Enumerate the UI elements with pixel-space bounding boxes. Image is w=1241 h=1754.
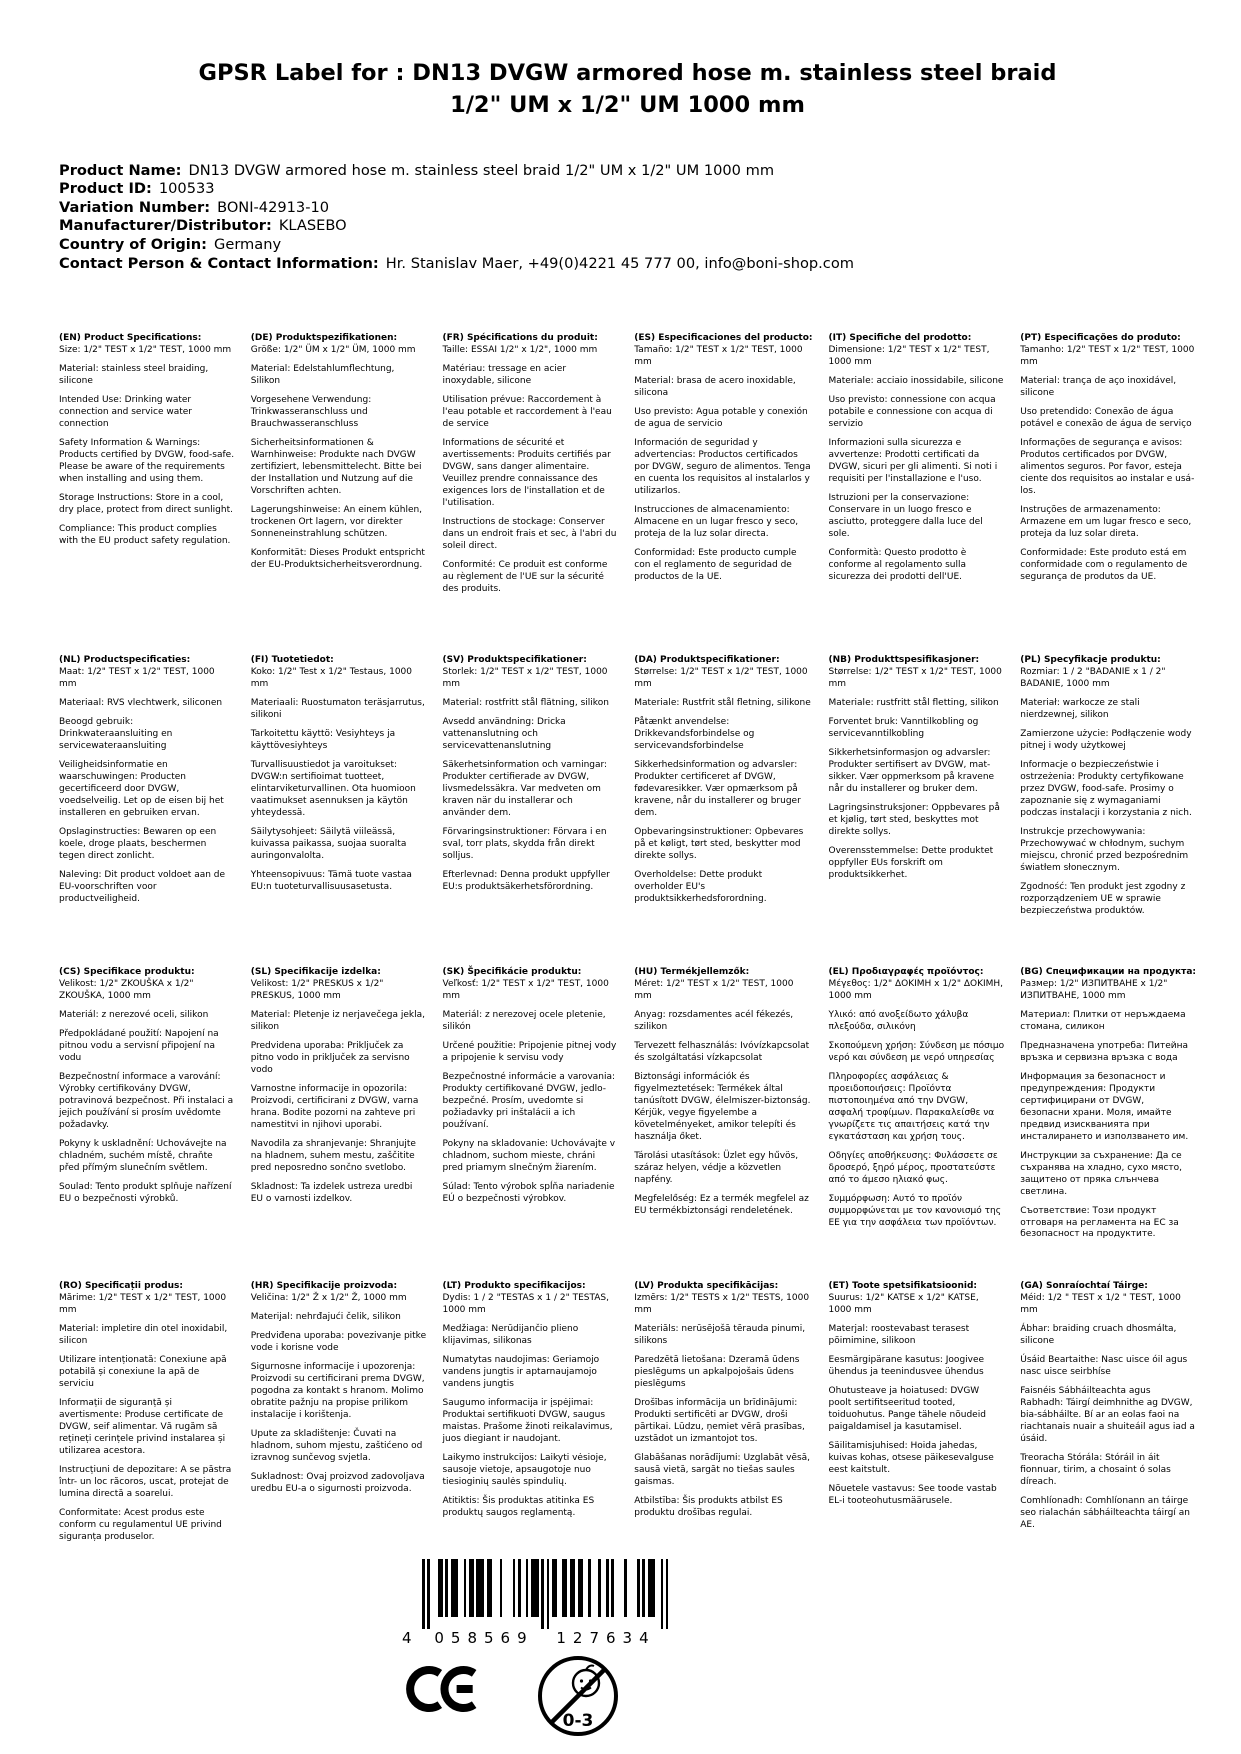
spec-paragraph: Megfelelőség: Ez a termék megfelel az EU termékbiztonsági rendeletének. (634, 1193, 809, 1216)
spec-paragraph: Информация за безопасност и предупреждения: Продукти сертифицирани от DVGW, безопасни храни. Моля, имайте предвид изискванията при инсталирането и използването им. (1020, 1071, 1189, 1142)
spec-paragraph: Soulad: Tento produkt splňuje nařízení EU o bezpečnosti výrobků. (59, 1181, 232, 1204)
spec-paragraph: Informazioni sulla sicurezza e avvertenze: Prodotti certificati da DVGW, sicuri per gli alimenti. Si noti i requisiti per l'installazione e l'uso. (828, 437, 998, 484)
variation-number-value: BONI-42913-10 (217, 198, 330, 216)
spec-block-title: (NB) Produkttspesifikasjoner: (828, 655, 980, 666)
barcode-prefix-digit: 4 (402, 1629, 412, 1648)
spec-paragraph: Comhlíonadh: Comhlíonann an táirge seo rialachán sábháilteachta táirgí an AE. (1020, 1495, 1190, 1530)
spec-paragraph: Overensstemmelse: Dette produktet oppfyller EUs forskrift om produktsikkerhet. (828, 845, 994, 880)
spec-block-body (59, 667, 235, 905)
spec-paragraph: Faisnéis Sábháilteachta agus Rabhadh: Táirgí deimhnithe ag DVGW, bia-sábháilte. Bí ar an eolas faoi na riachtanais nuair a shuiteáil agus iad a úsáid. (1020, 1385, 1195, 1444)
spec-block-body (443, 1293, 619, 1520)
spec-paragraph: Nõuetele vastavus: See toode vastab EL-i tooteohutusmäärusele. (828, 1483, 997, 1506)
spec-block-title: (PT) Especificações do produto: (1020, 333, 1181, 344)
spec-paragraph: Sigurnosne informacije i upozorenja: Proizvodi su certificirani prema DVGW, pogodna za kontakt s hranom. Molimo obratite pažnju na propise prilikom instalacije i korištenja. (250, 1361, 425, 1420)
spec-block-title: (RO) Specificații produs: (59, 1281, 183, 1292)
spec-block-fr (443, 333, 619, 655)
spec-block-body (443, 667, 619, 894)
barcode-right-digits: 127634 (556, 1629, 656, 1648)
age-warning-0-3-icon (534, 1650, 622, 1742)
spec-paragraph: Σκοπούμενη χρήση: Σύνδεση με πόσιμο νερό και σύνδεση με νερό υπηρεσίας (828, 1040, 1005, 1063)
spec-block-title: (DE) Produktspezifikationen: (250, 333, 398, 344)
product-id-row (59, 180, 1196, 199)
country-of-origin-label: Country of Origin: (59, 236, 208, 253)
spec-paragraph: Informații de siguranță și avertismente: Produse certificate de DVGW, seif alimentar. Vă rugăm să rețineți cerințele privind instalarea și utilizarea acestora. (59, 1397, 226, 1456)
spec-paragraph: Předpokládané použití: Napojení na pitnou vodu a servisní připojení na vodu (59, 1028, 219, 1063)
spec-paragraph: Atbilstība: Šis produkts atbilst ES produktu drošības regulai. (634, 1495, 783, 1518)
spec-paragraph: Glabāšanas norādījumi: Uzglabāt vēsā, sausā vietā, sargāt no tiešas saules gaismas. (634, 1452, 811, 1487)
spec-paragraph: Rozmiar: 1 / 2 "BADANIE x 1 / 2" BADANIE, 1000 mm (1020, 667, 1166, 689)
spec-block-body (829, 1293, 1005, 1508)
spec-block-da (634, 655, 812, 967)
spec-paragraph: Méret: 1/2" TEST x 1/2" TEST, 1000 mm (634, 979, 794, 1001)
spec-paragraph: Zamierzone użycie: Podłączenie wody pitnej i wody użytkowej (1020, 728, 1192, 751)
spec-paragraph: Materiaali: Ruostumaton teräsjarrutus, silikoni (250, 697, 425, 720)
spec-paragraph: Conformitate: Acest produs este conform cu regulamentul UE privind siguranța produselor. (59, 1507, 222, 1542)
spec-paragraph: Materiāls: nerūsējošā tērauda pinumi, silikons (634, 1323, 806, 1346)
spec-block-title: (IT) Specifiche del prodotto: (828, 333, 972, 344)
spec-block-title: (EN) Product Specifications: (59, 333, 202, 344)
spec-paragraph: Material: impletire din otel inoxidabil, silicon (59, 1323, 228, 1346)
spec-block-title: (LT) Produkto specifikacijos: (442, 1281, 586, 1292)
spec-block-hu (634, 967, 812, 1281)
spec-block-cs (59, 967, 235, 1281)
spec-paragraph: Utilisation prévue: Raccordement à l'eau potable et raccordement à l'eau de service (442, 394, 612, 429)
spec-paragraph: Ábhar: braiding cruach dhosmálta, silicone (1020, 1323, 1177, 1346)
ean-barcode (404, 1559, 669, 1646)
spec-paragraph: Určené použitie: Pripojenie pitnej vody a pripojenie k servisu vody (442, 1040, 617, 1063)
spec-paragraph: Veličina: 1/2" Ž x 1/2" Ž, 1000 mm (250, 1293, 407, 1304)
spec-block-fi (251, 655, 427, 967)
spec-block-title: (SL) Specifikacije izdelka: (250, 967, 381, 978)
spec-paragraph: Drošības informācija un brīdinājumi: Produkti sertificēti ar DVGW, droši pārtikai. Lūdzu, ņemiet vērā prasības, uzstādot un izmantojot tos. (634, 1397, 805, 1444)
contact-row (59, 255, 1196, 274)
spec-paragraph: Påtænkt anvendelse: Drikkevandsforbindelse og servicevandsforbindelse (634, 716, 755, 751)
spec-paragraph: Predviđena uporaba: povezivanje pitke vode i korisne vode (250, 1330, 427, 1353)
spec-block-body (634, 979, 812, 1217)
spec-paragraph: Säilitamisjuhised: Hoida jahedas, kuivas kohas, otsese päikesevalguse eest kaitstult. (828, 1440, 994, 1475)
spec-paragraph: Eesmärgipärane kasutus: Joogivee ühendus ja teenindusvee ühendus (828, 1354, 985, 1377)
manufacturer-row (59, 217, 1196, 236)
spec-block-body (1020, 345, 1196, 583)
spec-paragraph: Información de seguridad y advertencias: Productos certificados por DVGW, seguro de alimentos. Tenga en cuenta los requisitos al instalarlos y utilizarlos. (634, 437, 811, 496)
spec-block-body (829, 667, 1005, 882)
spec-block-lv (634, 1281, 812, 1543)
spec-paragraph: Beoogd gebruik: Drinkwateraansluiting en servicewateraansluiting (59, 716, 173, 751)
spec-paragraph: Compliance: This product complies with the EU product safety regulation. (59, 523, 231, 546)
spec-paragraph: Material: brasa de acero inoxidable, silicona (634, 375, 796, 398)
country-of-origin-value: Germany (214, 236, 282, 253)
spec-paragraph: Instructions de stockage: Conserver dans un endroit frais et sec, à l'abri du soleil direct. (442, 516, 617, 551)
spec-paragraph: Instrucțiuni de depozitare: A se păstra într- un loc răcoros, uscat, protejat de lumina directă a soarelui. (59, 1464, 232, 1499)
spec-block-title: (BG) Спецификации на продукта: (1020, 967, 1196, 978)
spec-paragraph: Informações de segurança e avisos: Produtos certificados por DVGW, alimentos seguros. Por favor, esteja ciente dos requisitos ao instalar e usá-los. (1020, 437, 1195, 496)
spec-paragraph: Ohutusteave ja hoiatused: DVGW poolt sertifitseeritud tooted, toiduohutus. Pange tähele nõudeid paigaldamisel ja kasutamisel. (828, 1385, 986, 1432)
spec-paragraph: Conformité: Ce produit est conforme au règlement de l'UE sur la sécurité des produits. (442, 559, 608, 594)
spec-paragraph: Material: trança de aço inoxidável, silicone (1020, 375, 1177, 398)
spec-paragraph: Overholdelse: Dette produkt overholder EU's produktsikkerhedsforordning. (634, 869, 767, 904)
spec-paragraph: Materiál: z nerezovej ocele pletenie, silikón (442, 1009, 606, 1032)
spec-block-body (634, 1293, 812, 1520)
country-of-origin-row (59, 236, 1196, 255)
spec-paragraph: Lagerungshinweise: An einem kühlen, trockenen Ort lagern, vor direkter Sonneneinstrahlung schützen. (250, 504, 423, 539)
spec-block-body (251, 1293, 427, 1496)
spec-paragraph: Material: rostfritt stål flätning, silikon (442, 697, 609, 708)
spec-block-title: (NL) Productspecificaties: (59, 655, 191, 666)
spec-paragraph: Sikkerhetsinformasjon og advarsler: Produkter sertifisert av DVGW, mat-sikker. Vær oppmerksom på kravene når du installerer og bruker dem. (828, 747, 995, 794)
variation-number-label: Variation Number: (59, 198, 211, 216)
spec-paragraph: Tárolási utasítások: Üzlet egy hűvös, száraz helyen, védje a közvetlen napfény. (634, 1150, 799, 1185)
product-info (59, 162, 1196, 273)
spec-paragraph: Upute za skladištenje: Čuvati na hladnom, suhom mjestu, zaštićeno od izravnog sunčevog svjetla. (250, 1428, 423, 1463)
spec-block-sl (251, 967, 427, 1281)
spec-paragraph: Safety Information & Warnings: Products certified by DVGW, food-safe. Please be aware of the requirements when installing and using them. (59, 437, 235, 484)
spec-paragraph: Størrelse: 1/2" TEST x 1/2" TEST, 1000 mm (634, 667, 808, 689)
spec-paragraph: Skladnost: Ta izdelek ustreza uredbi EU o varnosti izdelkov. (250, 1181, 413, 1204)
spec-paragraph: Material: Pletenje iz nerjavečega jekla, silikon (250, 1009, 425, 1032)
spec-paragraph: Uso previsto: connessione con acqua potabile e connessione con acqua di servizio (828, 394, 996, 429)
contact-value: Hr. Stanislav Maer, +49(0)4221 45 777 00, info@boni-shop.com (385, 254, 854, 272)
spec-block-body (443, 345, 619, 595)
spec-paragraph: Méid: 1/2 " TEST x 1/2 " TEST, 1000 mm (1020, 1293, 1181, 1315)
spec-paragraph: Sicherheitsinformationen & Warnhinweise: Produkte nach DVGW zertifiziert, lebensmittelecht. Bitte bei der Installation und Nutzung auf die Vorschriften achten. (250, 437, 422, 496)
spec-paragraph: Størrelse: 1/2" TEST x 1/2" TEST, 1000 mm (828, 667, 1002, 689)
language-specs-grid (59, 333, 1196, 1543)
spec-block-body (1020, 1293, 1196, 1531)
spec-paragraph: Matériau: tressage en acier inoxydable, silicone (442, 364, 567, 386)
spec-paragraph: Size: 1/2" TEST x 1/2" TEST, 1000 mm (59, 345, 232, 356)
spec-paragraph: Opslaginstructies: Bewaren op een koele, droge plaats, beschermen tegen direct zonlicht. (59, 826, 217, 861)
spec-paragraph: Материал: Плитки от неръждаема стомана, силикон (1020, 1009, 1186, 1032)
spec-paragraph: Materiale: acciaio inossidabile, silicone (828, 375, 1004, 386)
spec-paragraph: Förvaringsinstruktioner: Förvara i en sval, torr plats, skydda från direkt solljus. (442, 826, 607, 861)
spec-paragraph: Предназначена употреба: Питейна връзка и сервизна връзка с вода (1020, 1040, 1189, 1063)
spec-paragraph: Instruções de armazenamento: Armazene em um lugar fresco e seco, proteja da luz solar direta. (1020, 504, 1192, 539)
age-range-label: 0-3 (562, 1711, 594, 1732)
spec-paragraph: Tarkoitettu käyttö: Vesiyhteys ja käyttövesiyhteys (250, 728, 396, 751)
spec-paragraph: Utilizare intenționată: Conexiune apă potabilă și conexiune la apă de serviciu (59, 1354, 227, 1389)
spec-paragraph: Lagringsinstruksjoner: Oppbevares på et kjølig, tørt sted, beskyttes mot direkte sollys. (828, 802, 1000, 837)
spec-paragraph: Conformidade: Este produto está em conformidade com o regulamento de segurança de produtos da UE. (1020, 547, 1188, 582)
spec-paragraph: Instrucciones de almacenamiento: Almacene en un lugar fresco y seco, proteja de la luz solar directa. (634, 504, 799, 539)
spec-paragraph: Säkerhetsinformation och varningar: Produkter certifierade av DVGW, livsmedelssäkra. Var medveten om kraven när du installerar och använder dem. (442, 759, 608, 818)
spec-paragraph: Informacje o bezpieczeństwie i ostrzeżenia: Produkty certyfikowane przez DVGW, food-safe. Prosimy o zapoznanie się z wymaganiami podczas instalacji i korzystania z nich. (1020, 759, 1192, 818)
spec-block-hr (251, 1281, 427, 1543)
spec-paragraph: Anyag: rozsdamentes acél fékezés, szilikon (634, 1009, 794, 1032)
spec-paragraph: Съответствие: Този продукт отговаря на регламента на ЕС за безопасност на продуктите. (1020, 1205, 1179, 1240)
spec-block-body (59, 345, 235, 548)
spec-paragraph: Storage Instructions: Store in a cool, dry place, protect from direct sunlight. (59, 492, 233, 515)
spec-paragraph: Yhteensopivuus: Tämä tuote vastaa EU:n tuoteturvallisuusasetusta. (250, 869, 412, 892)
spec-paragraph: Efterlevnad: Denna produkt uppfyller EU:s produktsäkerhetsförordning. (442, 869, 610, 892)
spec-block-body (1020, 979, 1196, 1241)
spec-block-body (443, 979, 619, 1206)
spec-paragraph: Material: Edelstahlumflechtung, Silikon (250, 364, 395, 386)
spec-paragraph: Veľkosť: 1/2" TEST x 1/2" TEST, 1000 mm (442, 979, 609, 1001)
spec-block-body (59, 979, 235, 1206)
spec-block-title: (CS) Specifikace produktu: (59, 967, 195, 978)
spec-block-title: (FI) Tuotetiedot: (250, 655, 334, 666)
spec-paragraph: Storlek: 1/2" TEST x 1/2" TEST, 1000 mm (442, 667, 608, 689)
spec-block-title: (ET) Toote spetsifikatsioonid: (828, 1281, 978, 1292)
page-title: GPSR Label for : DN13 DVGW armored hose m. stainless steel braid 1/2" UM x 1/2" UM 1000 mm (198, 60, 1057, 118)
contact-label: Contact Person & Contact Information: (59, 254, 379, 272)
spec-paragraph: Размер: 1/2" ИЗПИТВАНЕ x 1/2" ИЗПИТВАНЕ, 1000 mm (1020, 979, 1168, 1001)
spec-block-body (251, 345, 427, 572)
spec-paragraph: Konformität: Dieses Produkt entspricht der EU-Produktsicherheitsverordnung. (250, 547, 425, 570)
spec-paragraph: Atitiktis: Šis produktas atitinka ES produktų saugos reglamentą. (442, 1495, 595, 1518)
spec-block-title: (SV) Produktspecifikationer: (442, 655, 587, 666)
spec-paragraph: Predvidena uporaba: Priključek za pitno vodo in priključek za servisno vodo (250, 1040, 410, 1075)
spec-paragraph: Saugumo informacija ir įspėjimai: Produktai sertifikuoti DVGW, saugus maistas. Prašome žinoti reikalavimus, juos diegiant ir naudojant. (442, 1397, 613, 1444)
spec-paragraph: Materiale: rustfritt stål fletting, silikon (828, 697, 999, 708)
spec-paragraph: Varnostne informacije in opozorila: Proizvodi, certificirani z DVGW, varna hrana. Bodite pozorni na zahteve pri namestitvi in njihovi uporabi. (250, 1083, 419, 1130)
spec-paragraph: Biztonsági információk és figyelmeztetések: Termékek által tanúsított DVGW, élelmiszer-biztonság. Kérjük, vegye figyelembe a követelményeket, amikor telepíti és használja őket. (634, 1071, 811, 1142)
spec-paragraph: Dydis: 1 / 2 "TESTAS x 1 / 2" TESTAS, 1000 mm (442, 1293, 610, 1315)
spec-paragraph: Opbevaringsinstruktioner: Opbevares på et køligt, tørt sted, beskytter mod direkte sollys. (634, 826, 804, 861)
spec-block-body (251, 979, 427, 1206)
spec-paragraph: Izmērs: 1/2" TESTS x 1/2" TESTS, 1000 mm (634, 1293, 810, 1315)
barcode-left-digits: 058569 (434, 1629, 534, 1648)
spec-paragraph: Avsedd användning: Dricka vattenanslutning och servicevattenanslutning (442, 716, 566, 751)
spec-block-es (634, 333, 812, 655)
spec-block-title: (FR) Spécifications du produit: (442, 333, 598, 344)
spec-paragraph: Naleving: Dit product voldoet aan de EU-voorschriften voor productveiligheid. (59, 869, 226, 904)
spec-paragraph: Vorgesehene Verwendung: Trinkwasseranschluss und Brauchwasseranschluss (250, 394, 372, 429)
spec-block-nb (829, 655, 1005, 967)
spec-paragraph: Υλικό: από ανοξείδωτο χάλυβα πλεξούδα, σιλικόνη (828, 1009, 969, 1032)
spec-block-bg (1020, 967, 1196, 1281)
spec-block-body (634, 345, 812, 583)
spec-paragraph: Uso previsto: Agua potable y conexión de agua de servicio (634, 406, 808, 429)
spec-paragraph: Μέγεθος: 1/2" ΔΟΚΙΜΗ x 1/2" ΔΟΚΙΜΗ, 1000 mm (828, 979, 1004, 1001)
spec-block-title: (HR) Specifikacije proizvoda: (250, 1281, 398, 1292)
spec-paragraph: Materiál: z nerezové oceli, silikon (59, 1009, 209, 1020)
spec-paragraph: Paredzētā lietošana: Dzeramā ūdens pieslēgums un apkalpojošais ūdens pieslēgums (634, 1354, 800, 1389)
spec-block-title: (HU) Termékjellemzők: (634, 967, 750, 978)
spec-paragraph: Mărime: 1/2" TEST x 1/2" TEST, 1000 mm (59, 1293, 227, 1315)
spec-block-body (59, 1293, 235, 1543)
spec-block-title: (DA) Produktspecifikationer: (634, 655, 780, 666)
spec-paragraph: Treoracha Stórála: Stóráil in áit fionnuar, tirim, a chosaint ó solas díreach. (1020, 1452, 1171, 1487)
spec-block-sv (443, 655, 619, 967)
spec-paragraph: Säilytysohjeet: Säilytä viileässä, kuivassa paikassa, suojaa suoralta auringonvalolta. (250, 826, 407, 861)
spec-paragraph: Instrukcje przechowywania: Przechowywać w chłodnym, suchym miejscu, chronić przed bezpośrednim światłem słonecznym. (1020, 826, 1189, 873)
spec-paragraph: Súlad: Tento výrobok spĺňa nariadenie EÚ o bezpečnosti výrobkov. (442, 1181, 615, 1204)
spec-paragraph: Informations de sécurité et avertissements: Produits certifiés par DVGW, sans danger alimentaire. Veuillez prendre connaissance des exigences lors de l'installation et de l'utilisation. (442, 437, 611, 508)
spec-block-title: (GA) Sonraíochtaí Táirge: (1020, 1281, 1148, 1292)
spec-paragraph: Materiał: warkocze ze stali nierdzewnej, silikon (1020, 697, 1140, 720)
spec-paragraph: Numatytas naudojimas: Geriamojo vandens jungtis ir aptarnaujamojo vandens jungtis (442, 1354, 600, 1389)
spec-paragraph: Velikost: 1/2" PRESKUS x 1/2" PRESKUS, 1000 mm (250, 979, 384, 1001)
barcode-bars (404, 1559, 669, 1629)
spec-paragraph: Navodila za shranjevanje: Shranjujte na hladnem, suhem mestu, zaščitite pred neposredno sončno svetlobo. (250, 1138, 416, 1173)
spec-paragraph: Tamanho: 1/2" TEST x 1/2" TEST, 1000 mm (1020, 345, 1195, 367)
spec-paragraph: Pokyny k uskladnění: Uchovávejte na chladném, suchém místě, chraňte před přímým slunečním světlem. (59, 1138, 227, 1173)
product-name-row (59, 162, 1196, 181)
spec-paragraph: Suurus: 1/2" KATSE x 1/2" KATSE, 1000 mm (828, 1293, 979, 1315)
spec-paragraph: Πληροφορίες ασφάλειας & προειδοποιήσεις: Προϊόντα πιστοποιημένα από την DVGW, ασφαλή τροφίμων. Παρακαλείσθε να γνωρίζετε τις απαιτήσεις κατά την εγκατάσταση και χρήση τους. (828, 1071, 995, 1142)
spec-block-sk (443, 967, 619, 1281)
certification-marks (404, 1660, 734, 1742)
spec-paragraph: Veiligheidsinformatie en waarschuwingen: Producten gecertificeerd door DVGW, voedselveilig. Let op de eisen bij het installeren en gebruiken ervan. (59, 759, 224, 818)
spec-block-ro (59, 1281, 235, 1543)
spec-paragraph: Uso pretendido: Conexão de água potável e conexão de água de serviço (1020, 406, 1192, 429)
spec-block-et (829, 1281, 1005, 1543)
spec-paragraph: Taille: ESSAI 1/2" x 1/2", 1000 mm (442, 345, 598, 356)
spec-paragraph: Sikkerhedsinformation og advarsler: Produkter certificeret af DVGW, fødevaresikker. Vær opmærksom på kravene, når du installerer og bruger dem. (634, 759, 801, 818)
spec-block-body (1020, 667, 1196, 917)
manufacturer-value: KLASEBO (278, 217, 347, 235)
spec-block-ga (1020, 1281, 1196, 1543)
product-id-value: 100533 (158, 180, 215, 198)
product-id-label: Product ID: (59, 180, 152, 198)
spec-paragraph: Laikymo instrukcijos: Laikyti vėsioje, sausoje vietoje, apsaugotoje nuo tiesioginių saulės spindulių. (442, 1452, 607, 1487)
spec-paragraph: Velikost: 1/2" ZKOUŠKA x 1/2" ZKOUŠKA, 1000 mm (59, 979, 194, 1001)
spec-paragraph: Zgodność: Ten produkt jest zgodny z rozporządzeniem UE w sprawie bezpieczeństwa produktów. (1020, 881, 1186, 916)
spec-block-nl (59, 655, 235, 967)
spec-block-pt (1020, 333, 1196, 655)
spec-block-en (59, 333, 235, 655)
spec-paragraph: Maat: 1/2" TEST x 1/2" TEST, 1000 mm (59, 667, 215, 689)
spec-paragraph: Sukladnost: Ovaj proizvod zadovoljava uredbu EU-a o sigurnosti proizvoda. (250, 1471, 425, 1494)
spec-paragraph: Turvallisuustiedot ja varoitukset: DVGW:n sertifioimat tuotteet, elintarviketurvallinen. Ota huomioon vaatimukset asennuksen ja käytön yhteydessä. (250, 759, 416, 818)
spec-paragraph: Bezpečnostné informácie a varovania: Produkty certifikované DVGW, jedlo-bezpečné. Prosím, uvedomte si požiadavky pri inštalácii a ich používaní. (442, 1071, 616, 1130)
spec-block-pl (1020, 655, 1196, 967)
spec-block-body (829, 979, 1005, 1229)
spec-paragraph: Tervezett felhasználás: Ivóvízkapcsolat és szolgáltatási vízkapcsolat (634, 1040, 810, 1063)
spec-paragraph: Dimensione: 1/2" TEST x 1/2" TEST, 1000 mm (828, 345, 990, 367)
spec-paragraph: Pokyny na skladovanie: Uchovávajte v chladnom, suchom mieste, chráni pred priamym slnečným žiarením. (442, 1138, 616, 1173)
spec-paragraph: Инструкции за съхранение: Да се съхранява на хладно, сухо място, защитено от пряка слънчева светлина. (1020, 1150, 1183, 1197)
spec-paragraph: Forventet bruk: Vanntilkobling og servicevanntilkobling (828, 716, 979, 739)
spec-paragraph: Materijal: nehrđajući čelik, silikon (250, 1312, 401, 1322)
spec-paragraph: Koko: 1/2" Test x 1/2" Testaus, 1000 mm (250, 667, 412, 689)
spec-block-body (251, 667, 427, 894)
spec-paragraph: Συμμόρφωση: Αυτό το προϊόν συμμορφώνεται με τον κανονισμό της ΕΕ για την ασφάλεια των προϊόντων. (828, 1193, 1002, 1228)
spec-block-body (634, 667, 812, 905)
manufacturer-label: Manufacturer/Distributor: (59, 217, 272, 235)
spec-block-de (251, 333, 427, 655)
label-footer (404, 1559, 734, 1742)
spec-block-title: (LV) Produkta specifikācijas: (634, 1281, 779, 1292)
spec-paragraph: Größe: 1/2" ÜM x 1/2" ÜM, 1000 mm (250, 345, 416, 356)
spec-paragraph: Conformità: Questo prodotto è conforme al regolamento sulla sicurezza dei prodotti dell'UE. (828, 547, 967, 582)
spec-block-title: (ES) Especificaciones del producto: (634, 333, 813, 344)
spec-paragraph: Istruzioni per la conservazione: Conservare in un luogo fresco e asciutto, proteggere dalla luce del sole. (828, 492, 983, 539)
spec-paragraph: Bezpečnostní informace a varování: Výrobky certifikovány DVGW, potravinová bezpečnost. Při instalaci a jejich používání si prosím uvědomte požadavky. (59, 1071, 234, 1130)
spec-paragraph: Materiale: Rustfrit stål fletning, silikone (634, 697, 811, 708)
spec-paragraph: Intended Use: Drinking water connection and service water connection (59, 394, 192, 429)
spec-block-title: (PL) Specyfikacje produktu: (1020, 655, 1161, 666)
spec-block-it (829, 333, 1005, 655)
spec-paragraph: Úsáid Beartaithe: Nasc uisce óil agus nasc uisce seirbhíse (1020, 1354, 1188, 1377)
spec-paragraph: Οδηγίες αποθήκευσης: Φυλάσσετε σε δροσερό, ξηρό μέρος, προστατεύστε από το άμεσο ηλιακό φως. (828, 1150, 998, 1185)
product-name-value: DN13 DVGW armored hose m. stainless steel braid 1/2" UM x 1/2" UM 1000 mm (188, 161, 775, 179)
spec-block-body (829, 345, 1005, 583)
spec-block-el (829, 967, 1005, 1281)
spec-paragraph: Tamaño: 1/2" TEST x 1/2" TEST, 1000 mm (634, 345, 803, 367)
spec-paragraph: Materjal: roostevabast terasest põimimine, silikoon (828, 1323, 970, 1346)
spec-block-title: (SK) Špecifikácie produktu: (442, 967, 582, 978)
variation-number-row (59, 199, 1196, 218)
spec-block-lt (443, 1281, 619, 1543)
spec-paragraph: Conformidad: Este producto cumple con el reglamento de seguridad de productos de la UE. (634, 547, 797, 582)
spec-paragraph: Materiaal: RVS vlechtwerk, siliconen (59, 697, 223, 708)
spec-paragraph: Material: stainless steel braiding, silicone (59, 364, 209, 386)
ce-mark-icon (404, 1660, 480, 1718)
spec-paragraph: Medžiaga: Nerūdijančio plieno klijavimas, silikonas (442, 1323, 579, 1346)
spec-block-title: (EL) Προδιαγραφές προϊόντος: (828, 967, 984, 978)
product-name-label: Product Name: (59, 161, 182, 179)
